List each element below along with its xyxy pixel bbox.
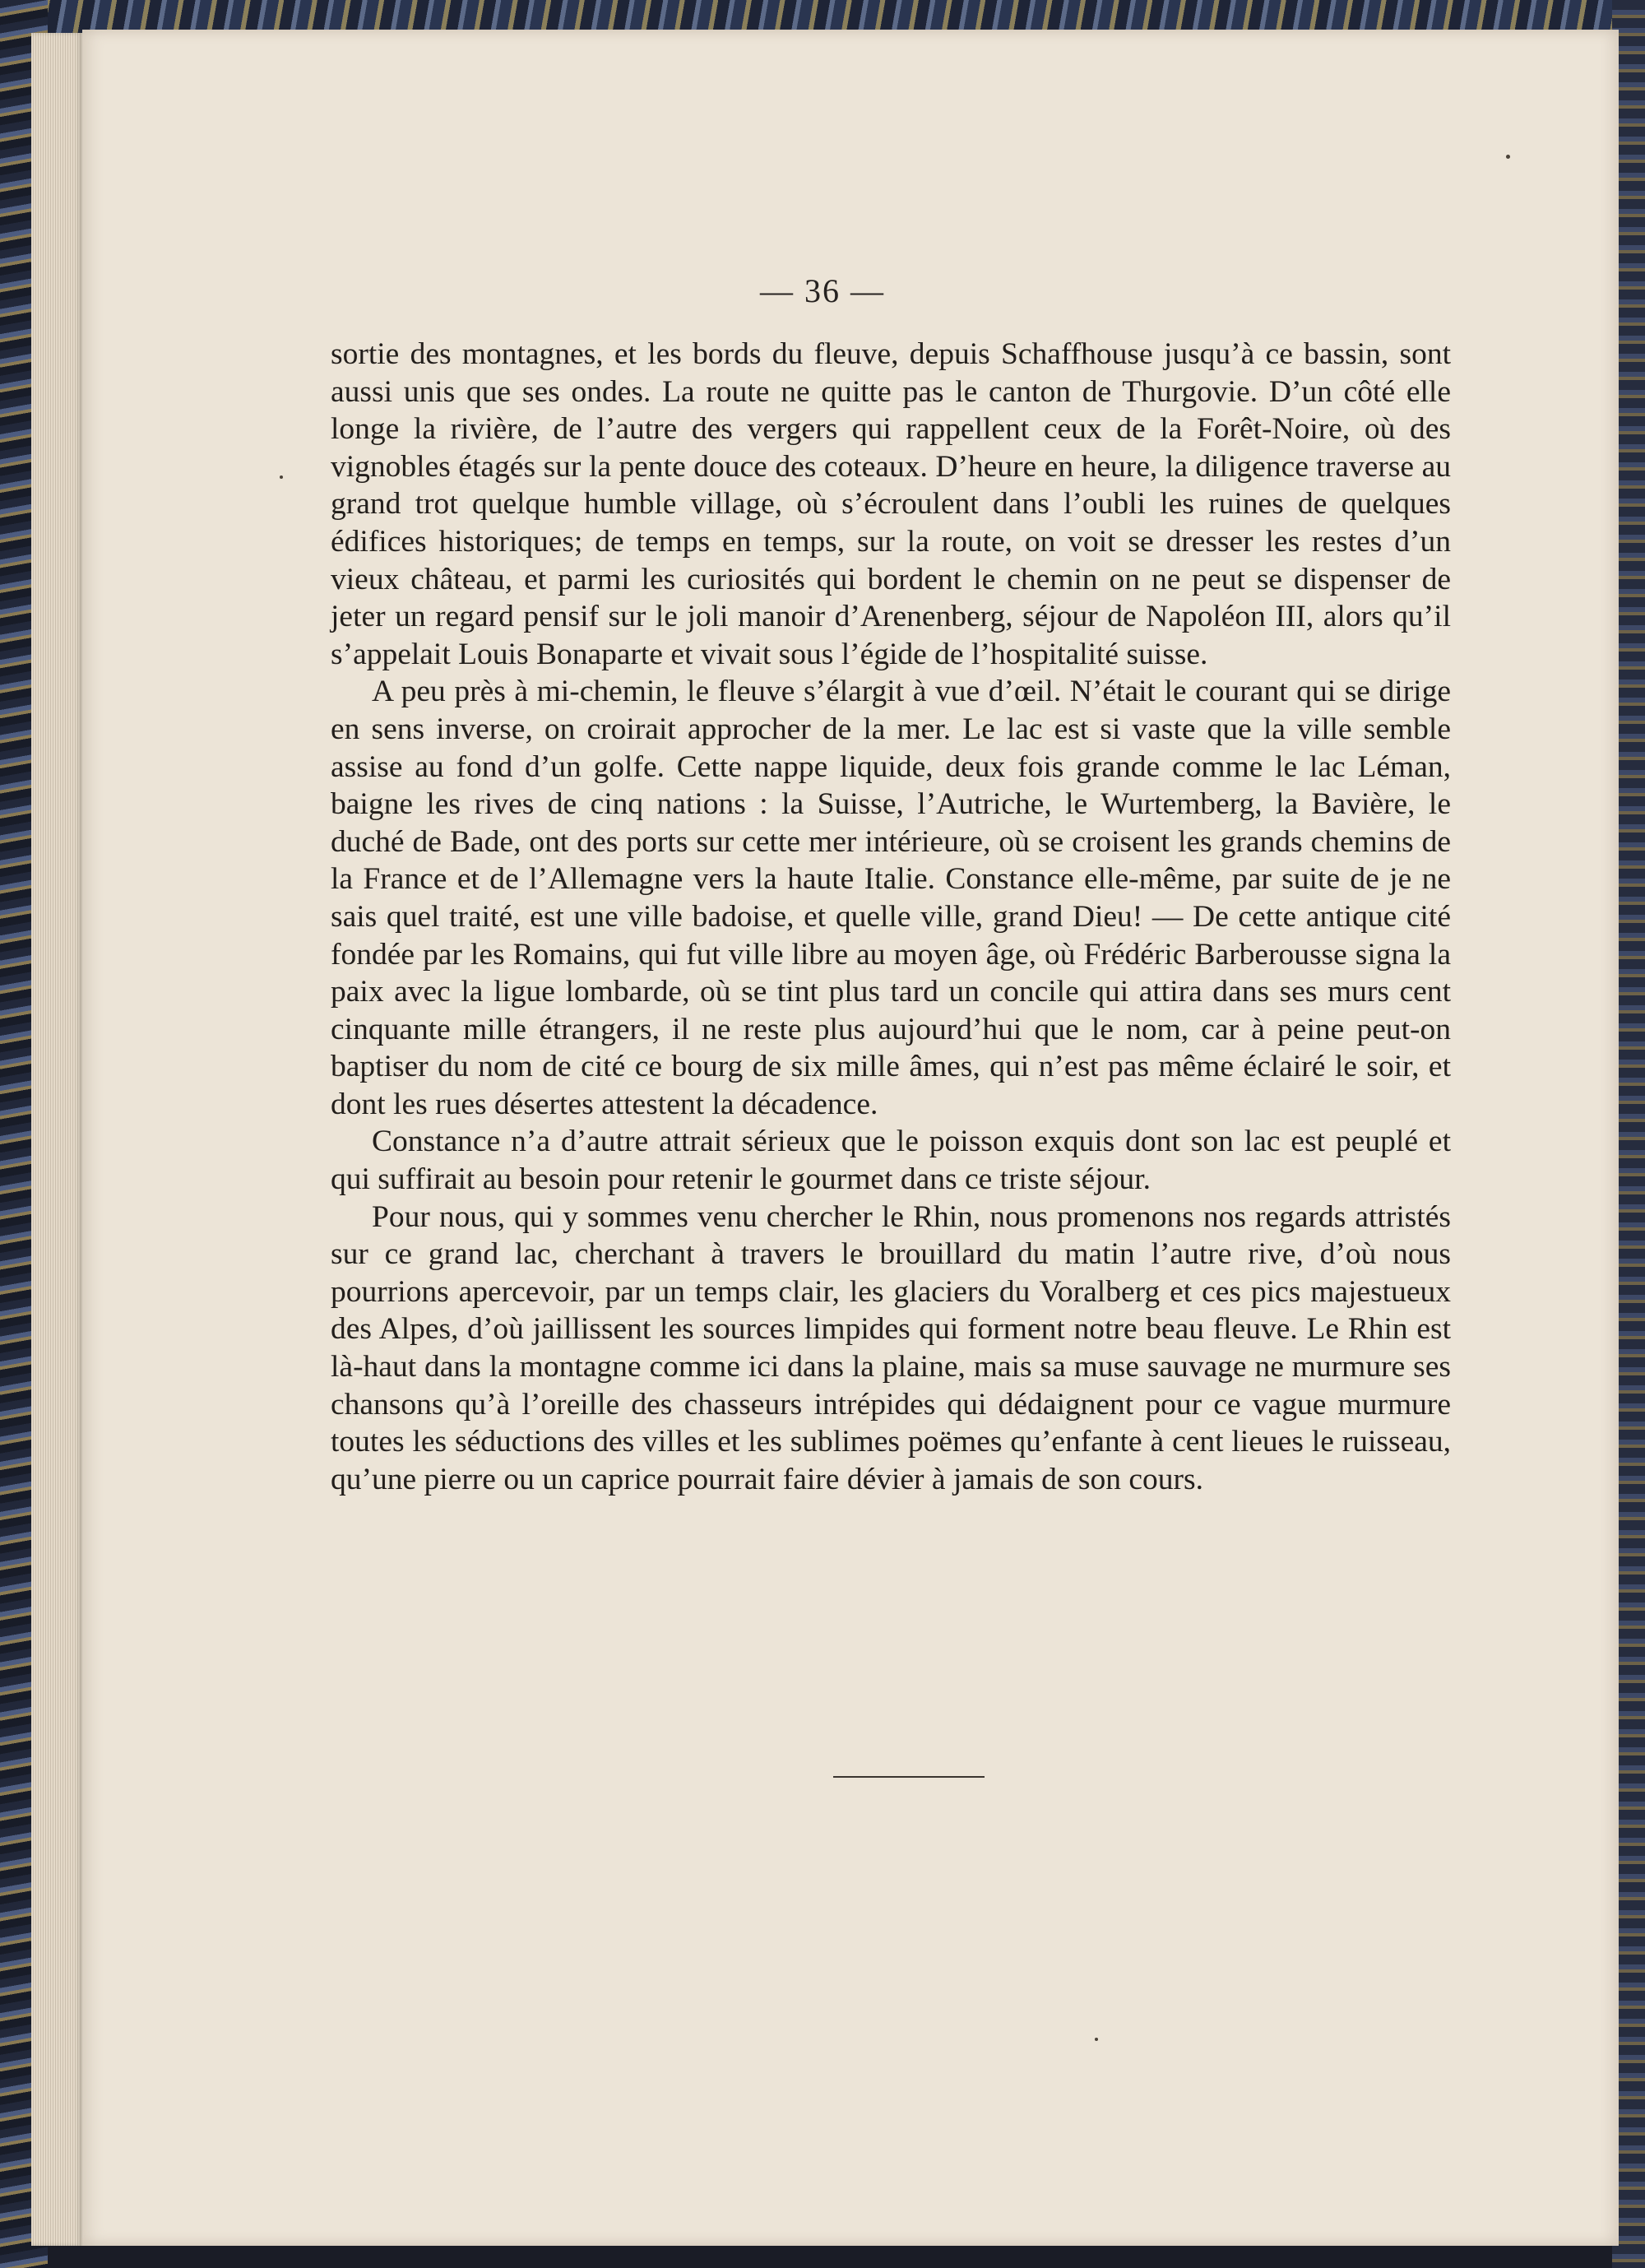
paragraph-1: sortie des montagnes, et les bords du fleuve, depuis Schaffhouse jusqu’à ce bassin, sont aussi unis que ses ondes. La route ne quitte pas le canton de Thurgovie. D’un côté elle longe la rivière, de l’autre des vergers qui rappellent ceux de la Forêt-Noire, où des vignobles étagés sur la pente douce des coteaux. D’heure en heure, la diligence traverse au grand trot quelque humble village, où s’écroulent dans l’oubli les ruines de quelques édifices historiques; de temps en temps, sur la route, on voit se dresser les restes d’un vieux château, et parmi les curiosités qui bordent le chemin on ne peut se dispenser de jeter un regard pensif sur le joli manoir d’Arenenberg, séjour de Napoléon III, alors qu’il s’appelait Louis Bonaparte et vivait sous l’égide de l’hospitalité suisse.	[331, 337, 1451, 671]
paragraph-2: A peu près à mi-chemin, le fleuve s’élargit à vue d’œil. N’était le courant qui se dirige en sens inverse, on croirait approcher de la mer. Le lac est si vaste que la ville semble assise au fond d’un golfe. Cette nappe liquide, deux fois grande comme le lac Léman, baigne les rives de cinq nations : la Suisse, l’Autriche, le Wurtemberg, la Bavière, le duché de Bade, ont des ports sur cette mer intérieure, où se croisent les grands chemins de la France et de l’Allemagne vers la haute Italie. Constance elle-même, par suite de je ne sais quel traité, est une ville badoise, et quelle ville, grand Dieu! — De cette antique cité fondée par les Romains, qui fut ville libre au moyen âge, où Frédéric Barberousse signa la paix avec la ligue lombarde, où se tint plus tard un concile qui attira dans ses murs cent cinquante mille étrangers, il ne reste plus aujourd’hui que le nom, car à peine peut-on baptiser du nom de cité ce bourg de six mille âmes, qui n’est pas même éclairé le soir, et dont les rues désertes attestent la décadence.	[331, 675, 1451, 1121]
page-stack-edge	[31, 33, 82, 2246]
body-text	[331, 336, 1451, 1498]
closing-rule	[833, 1776, 985, 1778]
paper-speck	[1506, 155, 1510, 159]
paragraph-3: Constance n’a d’autre attrait sérieux que le poisson exquis dont son lac est peuplé et qui suffirait au besoin pour retenir le gourmet dans ce triste séjour.	[331, 1125, 1451, 1197]
paper-speck	[1095, 2038, 1098, 2041]
paper-speck	[280, 475, 283, 479]
page-number: — 36 —	[760, 272, 885, 309]
paragraph-4: Pour nous, qui y sommes venu chercher le Rhin, nous promenons nos regards attristés sur ce grand lac, cherchant à travers le brouillard du matin l’autre rive, d’où nous pourrions apercevoir, par un temps clair, les glaciers du Voralberg et ces pics majestueux des Alpes, d’où jaillissent les sources limpides qui forment notre beau fleuve. Le Rhin est là-haut dans la montagne comme ici dans la plaine, mais sa muse sauvage ne murmure ses chansons qu’à l’oreille des chasseurs intrépides qui dédaignent pour ce vague murmure toutes les séductions des villes et les sublimes poëmes qu’enfante à cent lieues le ruisseau, qu’une pierre ou un caprice pourrait faire dévier à jamais de son cours.	[331, 1199, 1451, 1496]
marbled-cover-top	[0, 0, 1645, 33]
